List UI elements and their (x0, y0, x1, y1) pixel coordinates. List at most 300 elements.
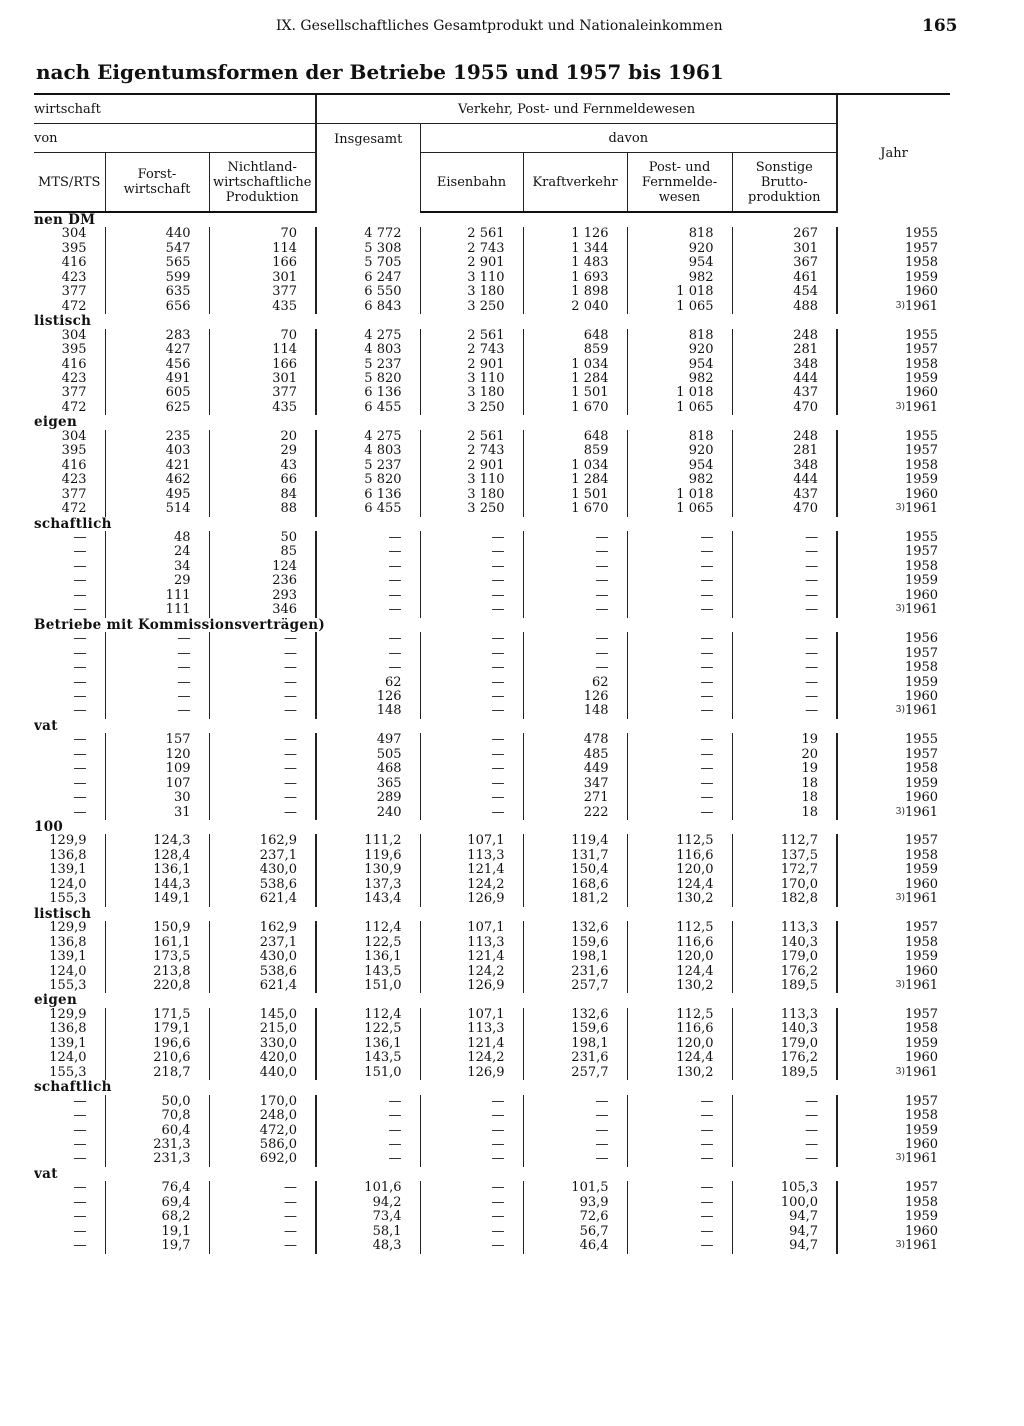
cell-eisenbahn: — (420, 647, 523, 661)
cell-kraftverkehr: — (523, 1124, 627, 1138)
cell-mts-rts: — (73, 1239, 87, 1254)
cell-post-fernmeldewesen: — (627, 1109, 732, 1123)
cell-nichtlandwirtschaft: 538,6 (209, 878, 316, 892)
cell-kraftverkehr: 231,6 (523, 965, 627, 979)
cell-kraftverkehr: — (523, 603, 627, 617)
year-value: 1958 (904, 1022, 939, 1037)
cell-eisenbahn: — (420, 748, 523, 762)
year-value: 1955 (904, 429, 939, 444)
cell-nichtlandwirtschaft: 692,0 (209, 1152, 316, 1166)
cell-kraftverkehr: 1 693 (523, 271, 627, 285)
cell-insgesamt: 73,4 (316, 1210, 420, 1224)
section-header-row (34, 314, 950, 328)
cell-jahr (837, 748, 950, 762)
cell-forstwirtschaft: 111 (105, 589, 209, 603)
footnote-marker: 3) (895, 1066, 905, 1077)
cell-forstwirtschaft: 491 (105, 372, 209, 386)
cell-eisenbahn: 2 743 (420, 444, 523, 458)
cell-kraftverkehr: 1 670 (523, 401, 627, 415)
cell-nichtlandwirtschaft: 114 (209, 343, 316, 357)
cell-insgesamt: 5 308 (316, 242, 420, 256)
cell-forstwirtschaft: 218,7 (105, 1066, 209, 1080)
cell-kraftverkehr: — (523, 560, 627, 574)
cell-kraftverkehr: 198,1 (523, 950, 627, 964)
cell-sonstige-brutto: 94,7 (732, 1225, 837, 1239)
cell-insgesamt: — (316, 531, 420, 545)
cell-post-fernmeldewesen: — (627, 748, 732, 762)
cell-kraftverkehr: 1 501 (523, 488, 627, 502)
table-row (34, 1210, 950, 1224)
cell-sonstige-brutto: — (732, 545, 837, 559)
year-value: 1958 (904, 848, 939, 863)
cell-sonstige-brutto: 182,8 (732, 892, 837, 906)
header-nichtland-line1: Nichtland- (227, 159, 297, 175)
cell-nichtlandwirtschaft: — (209, 806, 316, 820)
cell-nichtlandwirtschaft: — (209, 1239, 316, 1253)
cell-post-fernmeldewesen: — (627, 574, 732, 588)
table-row (34, 950, 950, 964)
year-value: 1961 (904, 892, 939, 907)
cell-mts-rts: 304 (61, 429, 87, 444)
cell-insgesamt: 505 (316, 748, 420, 762)
cell-post-fernmeldewesen: 1 065 (627, 300, 732, 314)
cell-forstwirtschaft: 19,7 (105, 1239, 209, 1253)
cell-nichtlandwirtschaft: 162,9 (209, 921, 316, 935)
table-row (34, 1196, 950, 1210)
table-header (34, 94, 950, 212)
cell-nichtlandwirtschaft: 301 (209, 372, 316, 386)
cell-nichtlandwirtschaft: 621,4 (209, 892, 316, 906)
cell-kraftverkehr: — (523, 589, 627, 603)
year-value: 1957 (904, 646, 939, 661)
cell-eisenbahn: 3 250 (420, 401, 523, 415)
table-row (34, 791, 950, 805)
table-row (34, 1109, 950, 1123)
cell-jahr (837, 227, 950, 241)
cell-eisenbahn: — (420, 603, 523, 617)
cell-insgesamt: — (316, 661, 420, 675)
cell-forstwirtschaft: 656 (105, 300, 209, 314)
cell-nichtlandwirtschaft: 586,0 (209, 1138, 316, 1152)
section-title: Betriebe mit Kommissionsverträgen) (34, 617, 326, 633)
table-row (34, 1037, 950, 1051)
cell-jahr (837, 965, 950, 979)
cell-nichtlandwirtschaft: — (209, 748, 316, 762)
section-header-row (34, 517, 950, 531)
cell-sonstige-brutto: — (732, 647, 837, 661)
cell-mts-rts: — (73, 1195, 87, 1210)
cell-forstwirtschaft: 605 (105, 386, 209, 400)
table-row (34, 459, 950, 473)
cell-post-fernmeldewesen: — (627, 791, 732, 805)
year-value: 1955 (904, 227, 939, 242)
year-value: 1960 (904, 964, 939, 979)
cell-sonstige-brutto: 348 (732, 358, 837, 372)
cell-eisenbahn: 2 743 (420, 343, 523, 357)
section-title: 100 (34, 820, 64, 835)
year-value: 1958 (904, 1195, 939, 1210)
table-row (34, 965, 950, 979)
cell-forstwirtschaft: 235 (105, 430, 209, 444)
header-nichtlandwirtschaftliche (209, 153, 316, 213)
cell-insgesamt: — (316, 545, 420, 559)
section-title: eigen (34, 415, 78, 430)
table-row (34, 849, 950, 863)
cell-mts-rts: 124,0 (49, 964, 87, 979)
cell-post-fernmeldewesen: — (627, 806, 732, 820)
cell-nichtlandwirtschaft: 215,0 (209, 1022, 316, 1036)
year-value: 1959 (904, 675, 939, 690)
cell-nichtlandwirtschaft: 236 (209, 574, 316, 588)
cell-jahr (837, 343, 950, 357)
cell-post-fernmeldewesen: — (627, 1152, 732, 1166)
year-value: 1959 (904, 950, 939, 965)
year-value: 1960 (904, 285, 939, 300)
cell-mts-rts: 395 (61, 343, 87, 358)
cell-forstwirtschaft: 107 (105, 777, 209, 791)
cell-nichtlandwirtschaft: — (209, 1225, 316, 1239)
cell-forstwirtschaft: 231,3 (105, 1138, 209, 1152)
cell-mts-rts: 129,9 (49, 834, 87, 849)
table-row (34, 300, 950, 314)
cell-jahr (837, 690, 950, 704)
cell-post-fernmeldewesen: — (627, 676, 732, 690)
cell-mts-rts: 416 (61, 357, 87, 372)
cell-forstwirtschaft: 161,1 (105, 936, 209, 950)
cell-forstwirtschaft: — (105, 704, 209, 718)
cell-insgesamt: 6 455 (316, 401, 420, 415)
cell-kraftverkehr: 148 (523, 704, 627, 718)
cell-post-fernmeldewesen: 130,2 (627, 1066, 732, 1080)
cell-kraftverkehr: — (523, 1095, 627, 1109)
cell-sonstige-brutto: 179,0 (732, 950, 837, 964)
footnote-marker: 3) (895, 806, 905, 817)
cell-forstwirtschaft: 124,3 (105, 834, 209, 848)
cell-sonstige-brutto: 19 (732, 733, 837, 747)
cell-eisenbahn: 126,9 (420, 1066, 523, 1080)
section-header-row (34, 719, 950, 733)
cell-post-fernmeldewesen: 124,4 (627, 1051, 732, 1065)
section-title: eigen (34, 993, 78, 1008)
cell-eisenbahn: 2 561 (420, 227, 523, 241)
cell-jahr (837, 936, 950, 950)
cell-mts-rts: — (73, 704, 87, 719)
cell-forstwirtschaft: 283 (105, 329, 209, 343)
cell-eisenbahn: — (420, 791, 523, 805)
table-row (34, 748, 950, 762)
cell-mts-rts: 155,3 (49, 1065, 87, 1080)
cell-nichtlandwirtschaft: 248,0 (209, 1109, 316, 1123)
cell-sonstige-brutto: — (732, 690, 837, 704)
table-row (34, 1095, 950, 1109)
cell-post-fernmeldewesen: 120,0 (627, 1037, 732, 1051)
year-value: 1960 (904, 588, 939, 603)
header-nichtland-line3: Produktion (225, 189, 299, 205)
cell-mts-rts: — (73, 1210, 87, 1225)
cell-post-fernmeldewesen: — (627, 1225, 732, 1239)
cell-mts-rts: — (73, 603, 87, 618)
year-value: 1957 (904, 1181, 939, 1196)
cell-kraftverkehr: 478 (523, 733, 627, 747)
cell-nichtlandwirtschaft: 145,0 (209, 1008, 316, 1022)
cell-mts-rts: — (73, 689, 87, 704)
cell-forstwirtschaft: 149,1 (105, 892, 209, 906)
table-row (34, 473, 950, 487)
cell-mts-rts: 136,8 (49, 935, 87, 950)
cell-insgesamt: 5 820 (316, 473, 420, 487)
cell-post-fernmeldewesen: 1 065 (627, 502, 732, 516)
cell-post-fernmeldewesen: 1 018 (627, 285, 732, 299)
cell-sonstige-brutto: 18 (732, 777, 837, 791)
cell-nichtlandwirtschaft: — (209, 1196, 316, 1210)
cell-kraftverkehr: 1 670 (523, 502, 627, 516)
table-row (34, 1181, 950, 1195)
cell-insgesamt: 136,1 (316, 950, 420, 964)
cell-mts-rts: — (73, 762, 87, 777)
cell-jahr (837, 806, 950, 820)
cell-kraftverkehr: 485 (523, 748, 627, 762)
table-row (34, 1022, 950, 1036)
cell-post-fernmeldewesen: 954 (627, 256, 732, 270)
cell-insgesamt: — (316, 1152, 420, 1166)
cell-sonstige-brutto: — (732, 560, 837, 574)
year-value: 1960 (904, 877, 939, 892)
cell-forstwirtschaft: 76,4 (105, 1181, 209, 1195)
cell-post-fernmeldewesen: — (627, 777, 732, 791)
section-title: vat (34, 718, 58, 734)
cell-post-fernmeldewesen: — (627, 1095, 732, 1109)
cell-jahr (837, 762, 950, 776)
cell-post-fernmeldewesen: 112,5 (627, 1008, 732, 1022)
cell-sonstige-brutto: 444 (732, 473, 837, 487)
cell-eisenbahn: — (420, 1196, 523, 1210)
cell-forstwirtschaft: 514 (105, 502, 209, 516)
cell-nichtlandwirtschaft: 377 (209, 285, 316, 299)
year-value: 1955 (904, 530, 939, 545)
cell-post-fernmeldewesen: — (627, 690, 732, 704)
cell-post-fernmeldewesen: 116,6 (627, 849, 732, 863)
cell-forstwirtschaft: 440 (105, 227, 209, 241)
cell-kraftverkehr: 62 (523, 676, 627, 690)
cell-nichtlandwirtschaft: 84 (209, 488, 316, 502)
cell-insgesamt: 6 136 (316, 488, 420, 502)
cell-post-fernmeldewesen: 954 (627, 459, 732, 473)
table-row (34, 762, 950, 776)
cell-eisenbahn: 3 180 (420, 285, 523, 299)
cell-mts-rts: 416 (61, 458, 87, 473)
cell-insgesamt: 151,0 (316, 979, 420, 993)
year-value: 1961 (904, 1065, 939, 1080)
cell-insgesamt: 6 843 (316, 300, 420, 314)
cell-insgesamt: 94,2 (316, 1196, 420, 1210)
year-value: 1958 (904, 357, 939, 372)
cell-sonstige-brutto: — (732, 676, 837, 690)
header-post-line3: wesen (658, 189, 701, 205)
cell-forstwirtschaft: 70,8 (105, 1109, 209, 1123)
year-value: 1961 (904, 400, 939, 415)
cell-kraftverkehr: 132,6 (523, 1008, 627, 1022)
year-value: 1961 (904, 603, 939, 618)
header-nichtland-line2: wirtschaftliche (213, 174, 312, 190)
year-value: 1959 (904, 1210, 939, 1225)
table-row (34, 892, 950, 906)
cell-sonstige-brutto: — (732, 632, 837, 646)
year-value: 1955 (904, 733, 939, 748)
cell-nichtlandwirtschaft: 435 (209, 401, 316, 415)
cell-forstwirtschaft: 565 (105, 256, 209, 270)
cell-nichtlandwirtschaft: 66 (209, 473, 316, 487)
cell-sonstige-brutto: 176,2 (732, 1051, 837, 1065)
cell-forstwirtschaft: 231,3 (105, 1152, 209, 1166)
cell-eisenbahn: 2 901 (420, 459, 523, 473)
cell-forstwirtschaft: 456 (105, 358, 209, 372)
cell-forstwirtschaft: 427 (105, 343, 209, 357)
cell-eisenbahn: 124,2 (420, 965, 523, 979)
cell-eisenbahn: 3 110 (420, 271, 523, 285)
cell-forstwirtschaft: 625 (105, 401, 209, 415)
cell-eisenbahn: — (420, 589, 523, 603)
section-header-row (34, 1167, 950, 1181)
cell-nichtlandwirtschaft: — (209, 733, 316, 747)
table-row (34, 647, 950, 661)
cell-eisenbahn: — (420, 704, 523, 718)
cell-eisenbahn: — (420, 1124, 523, 1138)
cell-forstwirtschaft: — (105, 647, 209, 661)
cell-eisenbahn: — (420, 531, 523, 545)
cell-mts-rts: — (73, 1123, 87, 1138)
cell-forstwirtschaft: 120 (105, 748, 209, 762)
year-value: 1959 (904, 371, 939, 386)
cell-sonstige-brutto: 94,7 (732, 1239, 837, 1253)
table-row (34, 343, 950, 357)
cell-jahr (837, 647, 950, 661)
cell-jahr (837, 430, 950, 444)
cell-jahr (837, 545, 950, 559)
year-value: 1957 (904, 747, 939, 762)
cell-post-fernmeldewesen: 1 018 (627, 488, 732, 502)
table-row (34, 603, 950, 617)
cell-nichtlandwirtschaft: 166 (209, 256, 316, 270)
header-sonstige-bruttoproduktion (732, 153, 837, 213)
cell-insgesamt: 136,1 (316, 1037, 420, 1051)
cell-nichtlandwirtschaft: — (209, 1181, 316, 1195)
cell-forstwirtschaft: 599 (105, 271, 209, 285)
cell-jahr (837, 1051, 950, 1065)
table-row (34, 531, 950, 545)
cell-jahr (837, 574, 950, 588)
cell-eisenbahn: 121,4 (420, 1037, 523, 1051)
cell-sonstige-brutto: 140,3 (732, 1022, 837, 1036)
cell-nichtlandwirtschaft: — (209, 632, 316, 646)
cell-mts-rts: — (73, 661, 87, 676)
cell-forstwirtschaft: 29 (105, 574, 209, 588)
header-post-line1: Post- und (648, 159, 711, 175)
table-row (34, 444, 950, 458)
cell-kraftverkehr: 168,6 (523, 878, 627, 892)
cell-nichtlandwirtschaft: 50 (209, 531, 316, 545)
cell-nichtlandwirtschaft: 472,0 (209, 1124, 316, 1138)
cell-forstwirtschaft: 50,0 (105, 1095, 209, 1109)
cell-insgesamt: 4 803 (316, 343, 420, 357)
cell-sonstige-brutto: 367 (732, 256, 837, 270)
header-mts-rts: MTS/RTS (34, 153, 105, 213)
cell-jahr (837, 531, 950, 545)
cell-post-fernmeldewesen: — (627, 1239, 732, 1253)
year-value: 1957 (904, 921, 939, 936)
cell-nichtlandwirtschaft: — (209, 791, 316, 805)
cell-forstwirtschaft: 19,1 (105, 1225, 209, 1239)
cell-eisenbahn: 124,2 (420, 1051, 523, 1065)
table-row (34, 690, 950, 704)
cell-sonstige-brutto: 301 (732, 242, 837, 256)
header-wirtschaft: wirtschaft (34, 94, 316, 124)
table-row (34, 502, 950, 516)
cell-mts-rts: — (73, 1224, 87, 1239)
year-value: 1960 (904, 1224, 939, 1239)
cell-jahr (837, 863, 950, 877)
table-row (34, 285, 950, 299)
year-value: 1958 (904, 762, 939, 777)
cell-jahr (837, 401, 950, 415)
cell-forstwirtschaft: 69,4 (105, 1196, 209, 1210)
cell-insgesamt: 112,4 (316, 1008, 420, 1022)
cell-kraftverkehr: 1 898 (523, 285, 627, 299)
cell-sonstige-brutto: 113,3 (732, 1008, 837, 1022)
cell-eisenbahn: 2 901 (420, 358, 523, 372)
cell-post-fernmeldewesen: 112,5 (627, 834, 732, 848)
cell-sonstige-brutto: 281 (732, 444, 837, 458)
cell-eisenbahn: 3 180 (420, 386, 523, 400)
year-value: 1961 (904, 299, 939, 314)
cell-mts-rts: 129,9 (49, 1007, 87, 1022)
cell-insgesamt: 5 705 (316, 256, 420, 270)
table-row (34, 430, 950, 444)
cell-nichtlandwirtschaft: 420,0 (209, 1051, 316, 1065)
cell-sonstige-brutto: 189,5 (732, 979, 837, 993)
cell-nichtlandwirtschaft: 440,0 (209, 1066, 316, 1080)
cell-mts-rts: — (73, 1152, 87, 1167)
cell-mts-rts: — (73, 791, 87, 806)
cell-eisenbahn: 2 743 (420, 242, 523, 256)
cell-kraftverkehr: 150,4 (523, 863, 627, 877)
year-value: 1960 (904, 791, 939, 806)
footnote-marker: 3) (895, 705, 905, 716)
cell-eisenbahn: 2 561 (420, 329, 523, 343)
cell-mts-rts: 155,3 (49, 892, 87, 907)
cell-insgesamt: — (316, 1124, 420, 1138)
cell-post-fernmeldewesen: — (627, 531, 732, 545)
table-row (34, 704, 950, 718)
cell-insgesamt: 4 275 (316, 329, 420, 343)
cell-jahr (837, 488, 950, 502)
year-value: 1959 (904, 776, 939, 791)
cell-jahr (837, 1138, 950, 1152)
cell-post-fernmeldewesen: 124,4 (627, 878, 732, 892)
cell-mts-rts: — (73, 1109, 87, 1124)
year-value: 1961 (904, 1239, 939, 1254)
cell-nichtlandwirtschaft: 301 (209, 271, 316, 285)
cell-kraftverkehr: — (523, 1109, 627, 1123)
cell-insgesamt: — (316, 647, 420, 661)
year-value: 1957 (904, 343, 939, 358)
table-row (34, 1066, 950, 1080)
cell-nichtlandwirtschaft: 237,1 (209, 936, 316, 950)
year-value: 1960 (904, 1051, 939, 1066)
cell-insgesamt: 143,4 (316, 892, 420, 906)
cell-nichtlandwirtschaft: 124 (209, 560, 316, 574)
header-sonstige-line2: Brutto- (760, 174, 808, 190)
cell-insgesamt: 148 (316, 704, 420, 718)
